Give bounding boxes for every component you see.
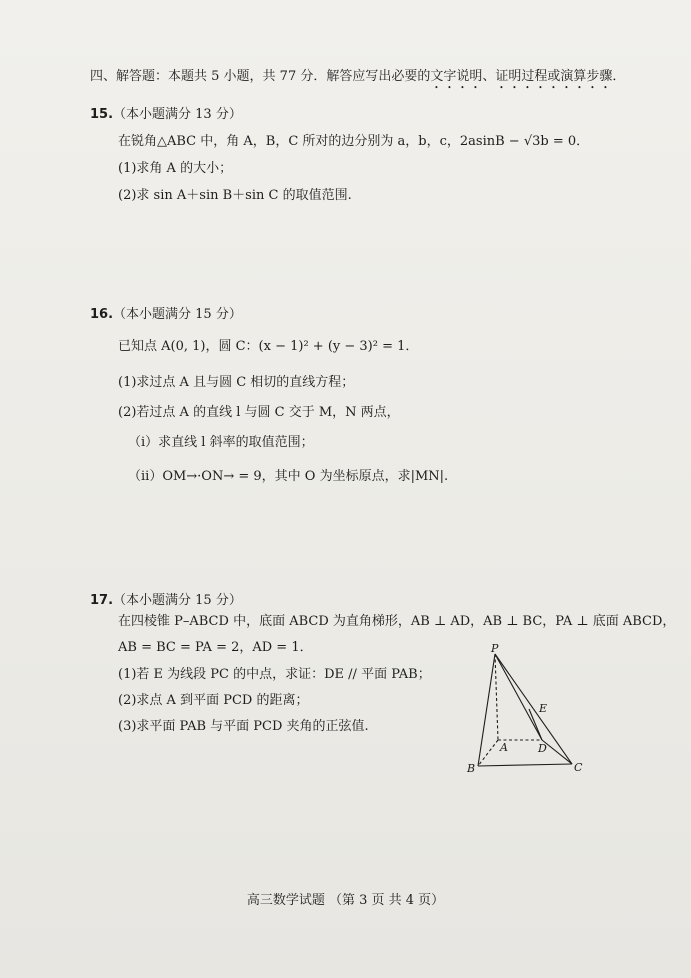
q15-header bbox=[90, 106, 242, 124]
label-d: D bbox=[538, 742, 547, 755]
q17-part1: (1)若 E 为线段 PC 的中点，求证：DE // 平面 PAB； bbox=[118, 667, 431, 682]
q15-part1: (1)求角 A 的大小； bbox=[118, 161, 233, 176]
label-c: C bbox=[574, 761, 583, 774]
q16-stem: 已知点 A(0, 1)，圆 C：(x − 1)² + (y − 3)² = 1． bbox=[118, 339, 419, 354]
q16-part1: (1)求过点 A 且与圆 C 相切的直线方程； bbox=[118, 375, 355, 390]
edge-pa-hidden bbox=[495, 654, 498, 740]
edge-bc bbox=[478, 764, 572, 766]
label-p: P bbox=[491, 642, 499, 655]
q15-part2: (2)求 sin A＋sin B＋sin C 的取值范围. bbox=[118, 188, 352, 203]
q15-stem: 在锐角△ABC 中，角 A，B，C 所对的边分别为 a，b，c，2asinB − √3b = 0． bbox=[118, 134, 590, 149]
q16-score: （本小题满分 15 分） bbox=[113, 307, 242, 322]
edge-pb bbox=[478, 654, 495, 766]
q16-number: 16. bbox=[90, 307, 114, 322]
pyramid-figure bbox=[460, 640, 590, 775]
section-heading bbox=[90, 68, 625, 92]
section-heading-end: ． bbox=[612, 69, 626, 84]
q16-part2: (2)若过点 A 的直线 l 与圆 C 交于 M，N 两点， bbox=[118, 405, 400, 420]
section-heading-text: 四、解答题：本题共 5 小题，共 77 分．解答应写出必要的 bbox=[90, 69, 431, 84]
page-footer: 高三数学试题 （第 3 页 共 4 页） bbox=[246, 893, 445, 908]
q17-stem-line1: 在四棱锥 P–ABCD 中，底面 ABCD 为直角梯形，AB ⊥ AD，AB ⊥ BC，PA ⊥ 底面 ABCD， bbox=[118, 614, 676, 629]
q17-score: （本小题满分 15 分） bbox=[113, 593, 242, 608]
label-a: A bbox=[500, 741, 508, 754]
q15-number: 15. bbox=[90, 107, 114, 122]
q17-number: 17. bbox=[90, 593, 114, 608]
q17-part3: (3)求平面 PAB 与平面 PCD 夹角的正弦值. bbox=[118, 719, 369, 734]
edge-pd bbox=[495, 654, 542, 740]
q16-sub2: （ii）OM→·ON→ = 9，其中 O 为坐标原点，求|MN|. bbox=[128, 469, 449, 484]
q16-sub1: （i）求直线 l 斜率的取值范围； bbox=[128, 435, 314, 450]
q17-stem-line2: AB = BC = PA = 2，AD = 1． bbox=[118, 640, 313, 655]
q17-header bbox=[90, 592, 242, 610]
section-heading-emphasis: 文字说明、证明过程或演算步骤 bbox=[430, 69, 613, 84]
label-b: B bbox=[467, 762, 476, 775]
q15-score: （本小题满分 13 分） bbox=[113, 107, 242, 122]
q17-part2: (2)求点 A 到平面 PCD 的距离； bbox=[118, 693, 309, 708]
label-e: E bbox=[539, 702, 548, 715]
q16-header bbox=[90, 306, 242, 324]
